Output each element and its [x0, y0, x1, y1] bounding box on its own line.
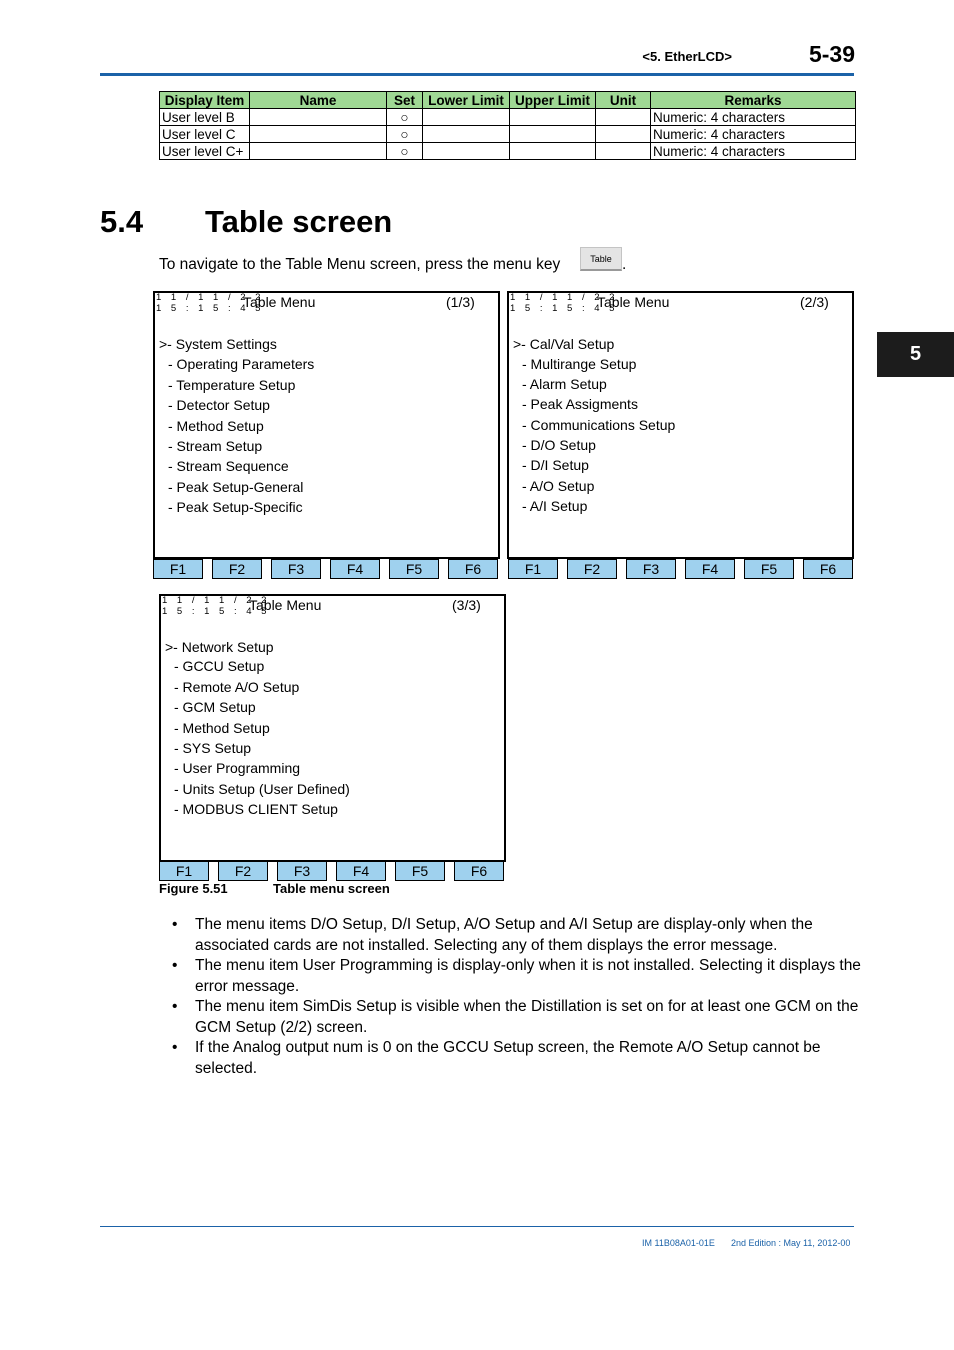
menu-item[interactable]: - Temperature Setup	[168, 377, 296, 393]
table-cell	[250, 126, 387, 143]
menu-item[interactable]: - Alarm Setup	[522, 376, 607, 392]
menu-item[interactable]: - Detector Setup	[168, 397, 270, 413]
table-cell: Numeric: 4 characters	[651, 143, 856, 160]
lcd-title: Table Menu	[243, 294, 316, 310]
f4-button[interactable]: F4	[336, 861, 386, 881]
lcd-screen-3	[159, 594, 506, 862]
f1-button[interactable]: F1	[153, 559, 203, 579]
f1-button[interactable]: F1	[508, 559, 558, 579]
f6-button[interactable]: F6	[454, 861, 504, 881]
list-item	[172, 956, 862, 997]
menu-item[interactable]: - Operating Parameters	[168, 356, 315, 372]
lcd-time: 1 5 : 1 5 : 4 5	[156, 303, 264, 314]
menu-item[interactable]: - Peak Assigments	[522, 396, 638, 412]
f6-button[interactable]: F6	[803, 559, 853, 579]
menu-item[interactable]: - D/O Setup	[522, 437, 596, 453]
table-cell	[250, 143, 387, 160]
menu-item[interactable]: >- System Settings	[159, 336, 277, 352]
f6-button[interactable]: F6	[448, 559, 498, 579]
f3-button[interactable]: F3	[277, 861, 327, 881]
menu-item[interactable]: - Remote A/O Setup	[174, 679, 300, 695]
table-cell: Numeric: 4 characters	[651, 126, 856, 143]
f2-button[interactable]: F2	[567, 559, 617, 579]
menu-item[interactable]: - Multirange Setup	[522, 356, 637, 372]
f3-button[interactable]: F3	[626, 559, 676, 579]
header-section: <5. EtherLCD>	[642, 49, 732, 64]
menu-item[interactable]: - MODBUS CLIENT Setup	[174, 801, 338, 817]
f5-button[interactable]: F5	[744, 559, 794, 579]
lcd-page: (1/3)	[446, 294, 475, 310]
f2-button[interactable]: F2	[212, 559, 262, 579]
f1-button[interactable]: F1	[159, 861, 209, 881]
col-header: Display Item	[160, 92, 250, 109]
section-number: 5.4	[100, 204, 144, 239]
col-header: Set	[387, 92, 423, 109]
table-cell	[596, 143, 651, 160]
table-menu-key-icon: Table	[580, 247, 622, 271]
footer-doc-id: IM 11B08A01-01E	[642, 1238, 715, 1248]
menu-item[interactable]: - GCM Setup	[174, 699, 256, 715]
intro-text: To navigate to the Table Menu screen, press the menu key	[159, 256, 561, 273]
menu-item[interactable]: - Method Setup	[168, 418, 264, 434]
spec-table	[159, 91, 856, 160]
bullet-text: The menu items D/O Setup, D/I Setup, A/O Setup and A/I Setup are display-only when the associated cards are not installed. Selecting any of them displays the error message.	[195, 916, 813, 954]
lcd-title: Table Menu	[249, 597, 322, 613]
lcd-page: (2/3)	[800, 294, 829, 310]
list-item	[172, 997, 862, 1038]
table-row	[160, 143, 856, 160]
table-cell: Numeric: 4 characters	[651, 109, 856, 126]
lcd-time: 1 5 : 1 5 : 4 5	[162, 606, 270, 617]
table-cell	[510, 126, 596, 143]
intro-period: .	[622, 256, 627, 273]
table-cell: ○	[387, 126, 423, 143]
menu-item[interactable]: >- Cal/Val Setup	[513, 336, 615, 352]
table-cell	[596, 126, 651, 143]
lcd-screen-1	[153, 291, 500, 559]
lcd-date: 1 1 / 1 1 / 2 2	[156, 292, 264, 303]
f4-button[interactable]: F4	[330, 559, 380, 579]
table-row	[160, 109, 856, 126]
f5-button[interactable]: F5	[395, 861, 445, 881]
table-cell	[596, 109, 651, 126]
bullet-dot-icon: •	[172, 957, 178, 974]
bullet-text: The menu item User Programming is display-only when it is not installed. Selecting it displays the error message.	[195, 957, 861, 995]
list-item	[172, 915, 862, 956]
menu-item[interactable]: - Peak Setup-Specific	[168, 499, 303, 515]
bullet-dot-icon: •	[172, 998, 178, 1015]
f4-button[interactable]: F4	[685, 559, 735, 579]
footer-rule	[100, 1226, 854, 1227]
menu-item[interactable]: - SYS Setup	[174, 740, 252, 756]
lcd-title: Table Menu	[597, 294, 670, 310]
menu-item[interactable]: - GCCU Setup	[174, 658, 265, 674]
col-header: Name	[250, 92, 387, 109]
col-header: Lower Limit	[423, 92, 510, 109]
table-cell: ○	[387, 143, 423, 160]
table-cell	[423, 143, 510, 160]
menu-item[interactable]: - Stream Sequence	[168, 458, 289, 474]
menu-item[interactable]: - Stream Setup	[168, 438, 263, 454]
menu-item[interactable]: - Peak Setup-General	[168, 479, 304, 495]
f3-button[interactable]: F3	[271, 559, 321, 579]
menu-item[interactable]: - A/I Setup	[522, 498, 588, 514]
bullet-dot-icon: •	[172, 1039, 178, 1056]
menu-item[interactable]: >- Network Setup	[165, 639, 274, 655]
col-header: Upper Limit	[510, 92, 596, 109]
menu-item[interactable]: - Communications Setup	[522, 417, 676, 433]
table-cell	[423, 109, 510, 126]
list-item	[172, 1038, 862, 1079]
col-header: Unit	[596, 92, 651, 109]
bullet-dot-icon: •	[172, 916, 178, 933]
table-header-row	[160, 92, 856, 109]
menu-item[interactable]: - Method Setup	[174, 720, 270, 736]
menu-item[interactable]: - User Programming	[174, 760, 301, 776]
table-cell: User level C+	[160, 143, 250, 160]
table-cell	[510, 109, 596, 126]
menu-item[interactable]: - D/I Setup	[522, 457, 589, 473]
footer-edition: 2nd Edition : May 11, 2012-00	[731, 1238, 851, 1248]
figure-number: Figure 5.51	[159, 881, 228, 896]
chapter-tab: 5	[877, 332, 954, 377]
lcd-time: 1 5 : 1 5 : 4 5	[510, 303, 618, 314]
table-cell: User level C	[160, 126, 250, 143]
f2-button[interactable]: F2	[218, 861, 268, 881]
col-header: Remarks	[651, 92, 856, 109]
f5-button[interactable]: F5	[389, 559, 439, 579]
table-cell	[510, 143, 596, 160]
table-cell	[250, 109, 387, 126]
lcd-screen-2	[507, 291, 854, 559]
menu-item[interactable]: - A/O Setup	[522, 478, 595, 494]
page-number: 5-39	[808, 41, 855, 67]
lcd-page: (3/3)	[452, 597, 481, 613]
bullet-text: If the Analog output num is 0 on the GCCU Setup screen, the Remote A/O Setup cannot be selected.	[195, 1039, 821, 1077]
menu-item[interactable]: - Units Setup (User Defined)	[174, 781, 350, 797]
lcd-date: 1 1 / 1 1 / 2 2	[510, 292, 618, 303]
bullet-text: The menu item SimDis Setup is visible when the Distillation is set on for at least one GCM on the GCM Setup (2/2) screen.	[195, 998, 859, 1036]
table-row	[160, 126, 856, 143]
table-cell	[423, 126, 510, 143]
table-cell: ○	[387, 109, 423, 126]
lcd-date: 1 1 / 1 1 / 2 2	[162, 595, 270, 606]
figure-caption: Table menu screen	[273, 881, 390, 896]
bullet-list	[172, 915, 862, 1079]
table-cell: User level B	[160, 109, 250, 126]
section-title: Table screen	[205, 204, 393, 239]
header-rule	[100, 73, 854, 76]
